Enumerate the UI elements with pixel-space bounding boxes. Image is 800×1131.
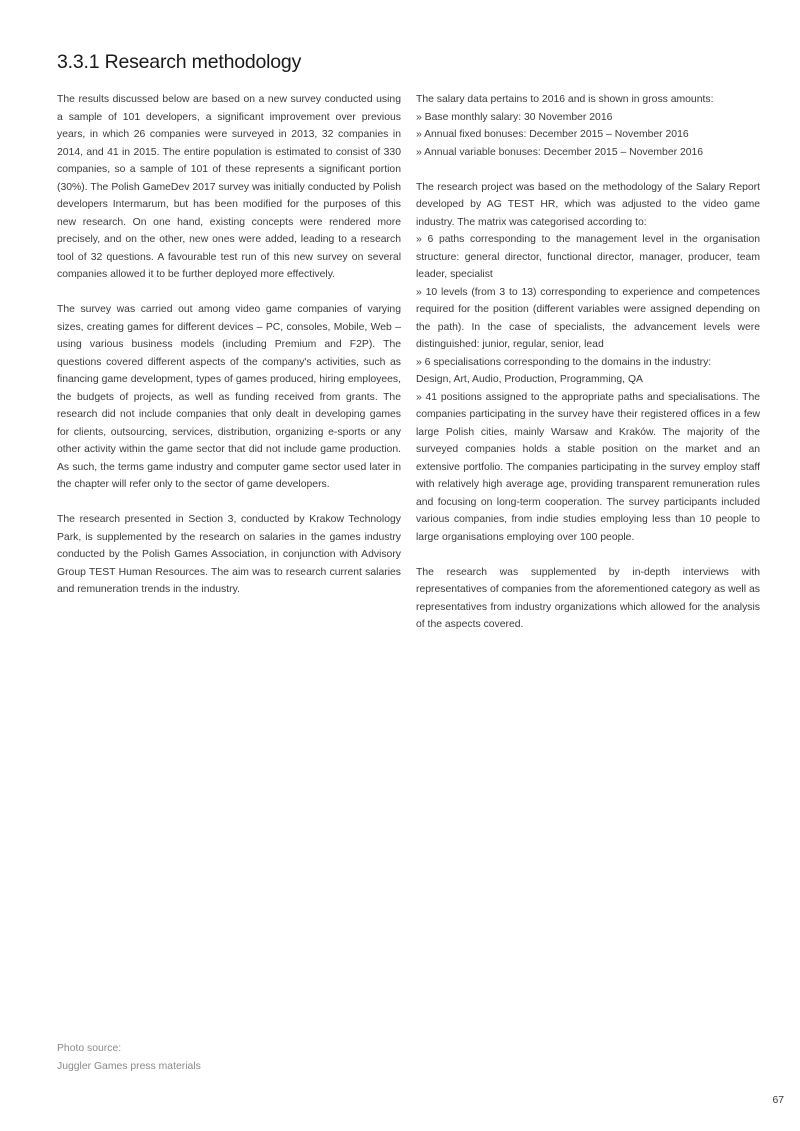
right-column	[416, 91, 760, 651]
salary-item-base: » Base monthly salary: 30 November 2016	[416, 111, 613, 123]
paragraph-survey-sample: The results discussed below are based on a new survey conducted using a sample of 101 developers, a significant improvement over previous years, in which 26 companies were surveyed in 2013, 32 companies in 2014, and 41 in 2015. The entire population is estimated to consist of 330 companies, so a sample of 101 of these represents a significant portion (30%). The Polish GameDev 2017 survey was initially conducted by Polish developers Intermarum, but has been modified for the purposes of this new research. On one hand, existing concepts were rendered more precisely, and on the other, new ones were added, leading to a research tool of 32 questions. A favourable test run of this new survey on several companies allowed it to be further deployed more effectively.	[57, 94, 401, 280]
paragraph-interviews: The research was supplemented by in-depth interviews with representatives of companies from the aforementioned category as well as representatives from industry organizations which allowed for the analysis of the aspects covered.	[416, 566, 760, 630]
salary-item-variable-bonus: » Annual variable bonuses: December 2015 – November 2016	[416, 146, 704, 158]
photo-source-credit: Juggler Games press materials	[57, 1060, 201, 1072]
salary-item-fixed-bonus: » Annual fixed bonuses: December 2015 – November 2016	[416, 129, 689, 140]
paragraph-survey-scope: The survey was carried out among video game companies of varying sizes, creating games for different devices – PC, consoles, Mobile, Web – using various business models (including Premium and F2P). The questions covered different aspects of the company's activities, such as financing game development, types of games produced, hiring employees, the budgets of projects, as well as funding received from grants. The research did not include companies that only dealt in developing games for clients, outsourcing, services, distribution, organizing e-sports or any other activity within the game sector that did not include game production. As such, the terms game industry and computer game sector used later in the chapter will refer only to the sector of game developers.	[57, 304, 401, 490]
page-number: 67	[772, 1095, 784, 1106]
photo-source-caption	[57, 1040, 201, 1075]
page-title: 3.3.1 Research methodology	[57, 51, 302, 73]
paragraph-salary-research: The research presented in Section 3, conducted by Krakow Technology Park, is supplemented by the research on salaries in the games industry conducted by the Polish Games Association, in conjunction with Advisory Group TEST Human Resources. The aim was to research current salaries and remuneration trends in the industry.	[57, 514, 401, 595]
left-column	[57, 91, 401, 616]
matrix-item-levels: » 10 levels (from 3 to 13) corresponding to experience and competences required for the position (different variables were assigned depending on the path). In the case of specialists, the advancement levels were distinguished: junior, regular, senior, lead	[416, 286, 760, 350]
project-methodology-intro: The research project was based on the methodology of the Salary Report developed by AG TEST HR, which was adjusted to the video game industry. The matrix was categorised according to:	[416, 181, 760, 228]
photo-source-label: Photo source:	[57, 1043, 122, 1054]
matrix-item-specialisations: » 6 specialisations corresponding to the domains in the industry:	[416, 356, 712, 368]
matrix-item-specialisation-list: Design, Art, Audio, Production, Programming, QA	[416, 374, 643, 385]
matrix-item-paths: » 6 paths corresponding to the management level in the organisation structure: general director, functional director, manager, producer, team leader, specialist	[416, 234, 760, 280]
matrix-item-positions: » 41 positions assigned to the appropriate paths and specialisations. The companies participating in the survey have their registered offices in a few large Polish cities, mainly Warsaw and Kraków. The majority of the surveyed companies holds a stable position on the market and an extensive portfolio. The companies participating in the survey employ staff with relatively high average age, providing transparent remuneration rules and focusing on long-term cooperation. The survey participants included various companies, from indie studies employing less than 10 people to large organisations employing over 100 people.	[416, 391, 760, 543]
salary-data-intro: The salary data pertains to 2016 and is shown in gross amounts:	[416, 94, 714, 105]
